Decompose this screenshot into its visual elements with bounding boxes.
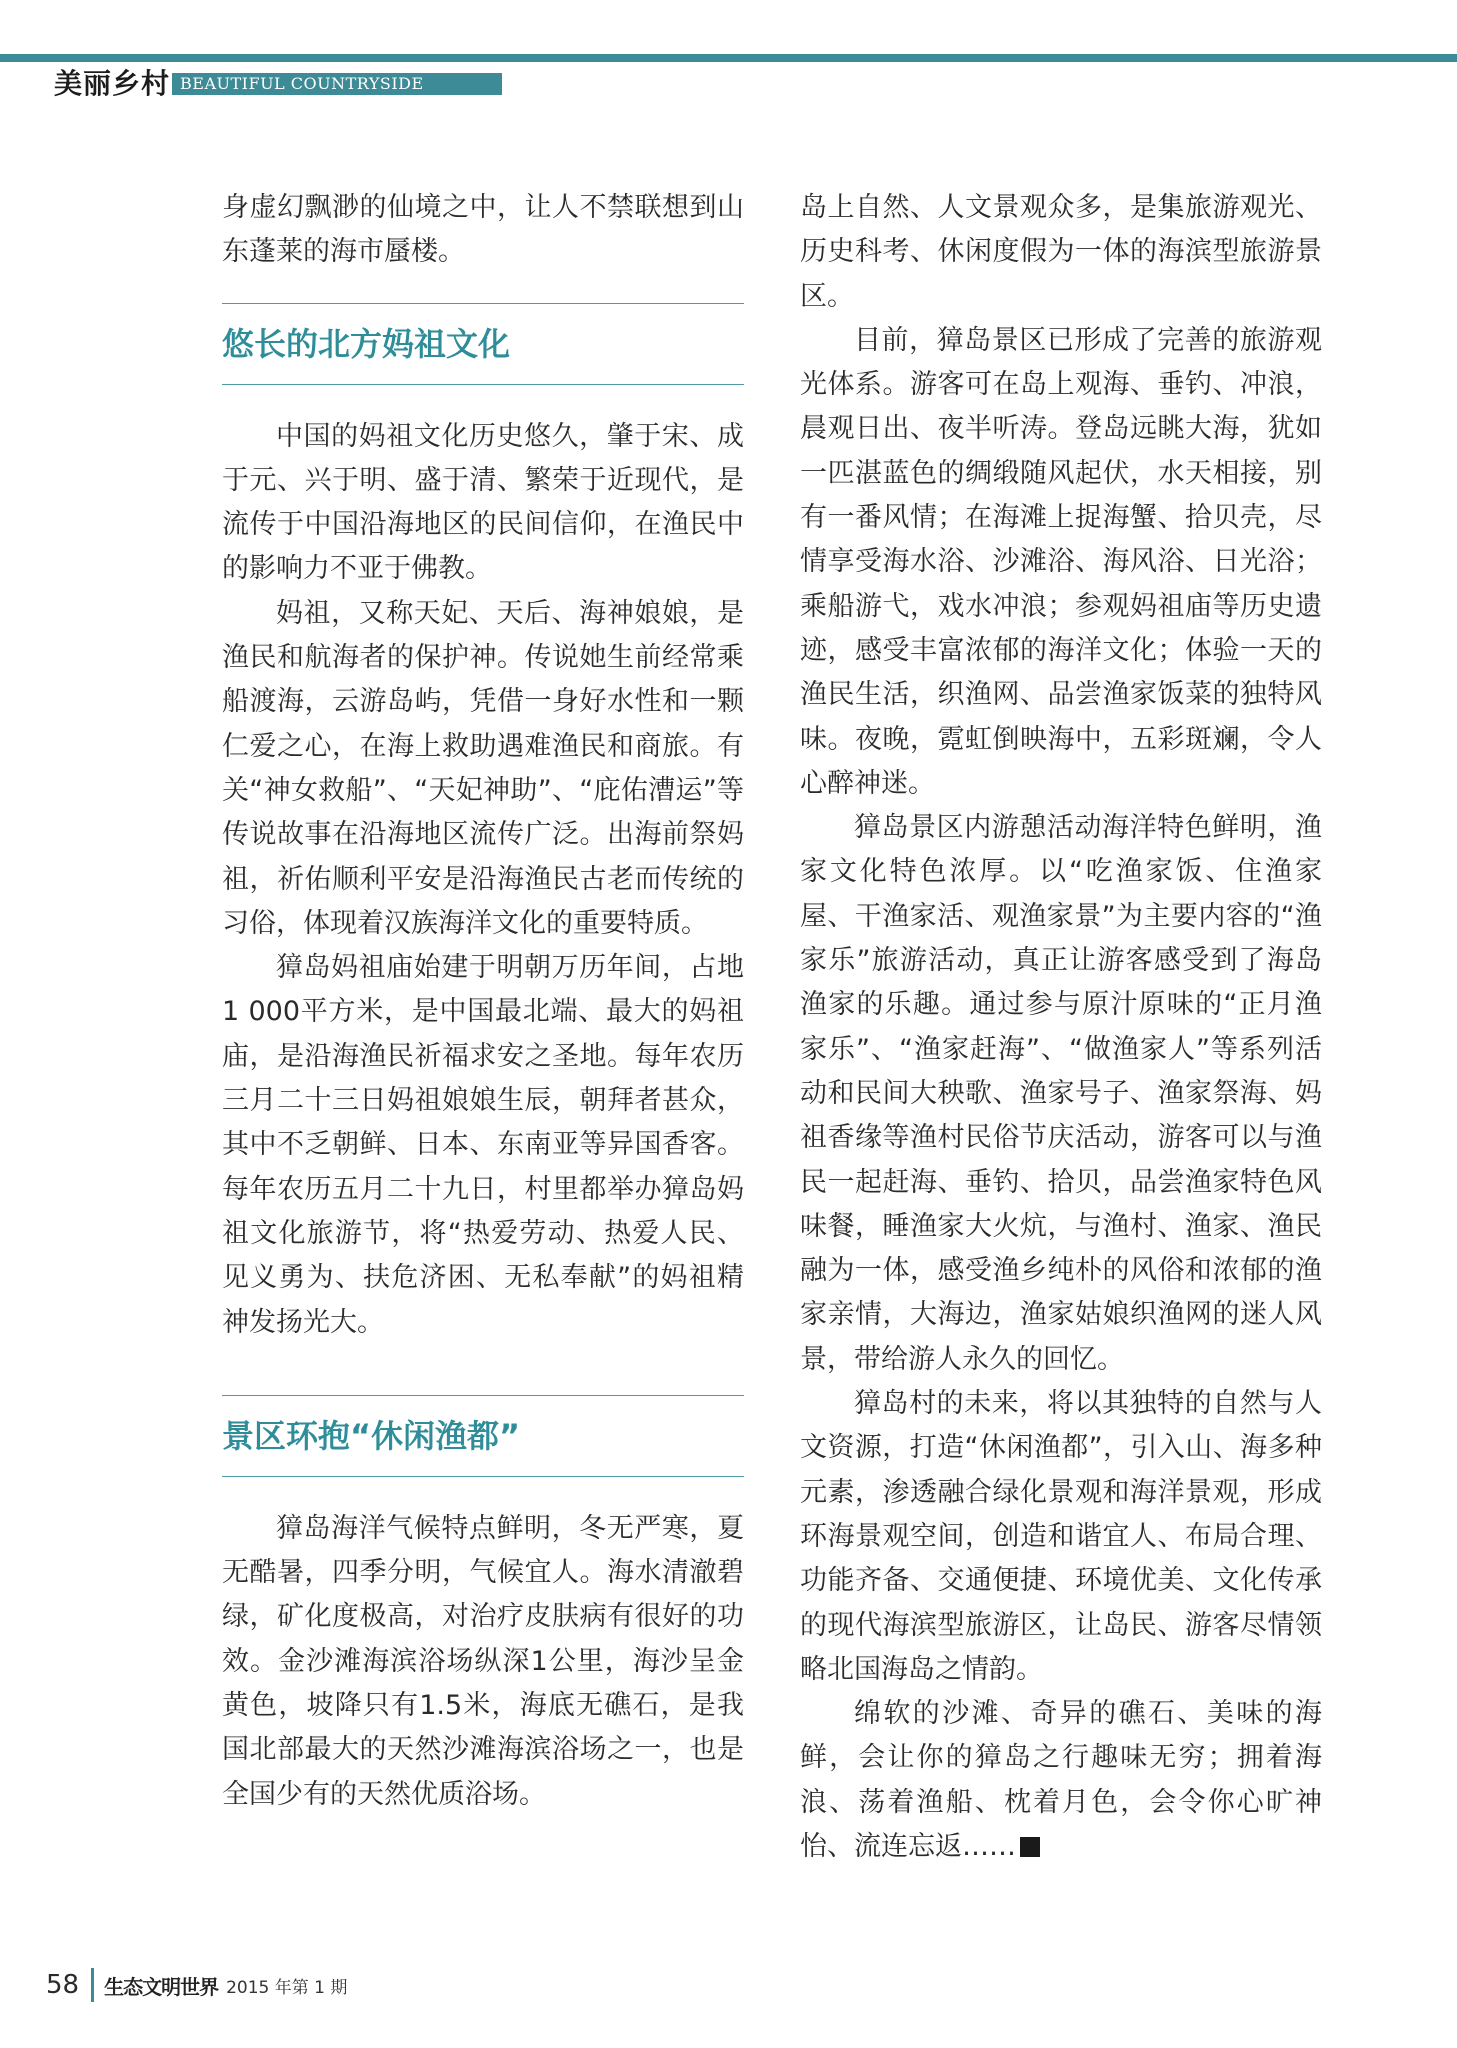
body-paragraph: 獐岛景区内游憩活动海洋特色鲜明，渔家文化特色浓厚。以“吃渔家饭、住渔家屋、干渔家活、观渔家景”为主要内容的“渔家乐”旅游活动，真正让游客感受到了海岛渔家的乐趣。通过参与原汁原味的“正月渔家乐”、“渔家赶海”、“做渔家人”等系列活动和民间大秧歌、渔家号子、渔家祭海、妈祖香缘等渔村民俗节庆活动，游客可以与渔民一起赶海、垂钓、拾贝，品尝渔家特色风味餐，睡渔家大火炕，与渔村、渔家、渔民融为一体，感受渔乡纯朴的风俗和浓郁的渔家亲情，大海边，渔家姑娘织渔网的迷人风景，带给游人永久的回忆。 (800, 812, 1322, 1375)
page-footer (46, 1965, 347, 2005)
body-paragraph: 妈祖，又称天妃、天后、海神娘娘，是渔民和航海者的保护神。传说她生前经常乘船渡海，云游岛屿，凭借一身好水性和一颗仁爱之心，在海上救助遇难渔民和商旅。有关“神女救船”、“天妃神助”、“庇佑漕运”等传说故事在沿海地区流传广泛。出海前祭妈祖，祈佑顺利平安是沿海渔民古老而传统的习俗，体现着汉族海洋文化的重要特质。 (222, 597, 744, 939)
intro-paragraph: 身虚幻飘渺的仙境之中，让人不禁联想到山东蓬莱的海市蜃楼。 (222, 192, 744, 268)
issue-label: 2015 年第 1 期 (226, 1977, 348, 1998)
header-rule (0, 54, 1457, 62)
closing-text: 绵软的沙滩、奇异的礁石、美味的海鲜，会让你的獐岛之行趣味无穷；拥着海浪、荡着渔船、枕着月色，会令你心旷神怡、流连忘返…… (800, 1698, 1322, 1862)
page-number: 58 (46, 1970, 80, 2000)
footer-divider (91, 1968, 94, 2002)
closing-paragraph (800, 1692, 1322, 1869)
body-paragraph: 獐岛妈祖庙始建于明朝万历年间，占地1 000平方米，是中国最北端、最大的妈祖庙，是沿海渔民祈福求安之圣地。每年农历三月二十三日妈祖娘娘生辰，朝拜者甚众，其中不乏朝鲜、日本、东南亚等异国香客。每年农历五月二十九日，村里都举办獐岛妈祖文化旅游节，将“热爱劳动、热爱人民、见义勇为、扶危济困、无私奉献”的妈祖精神发扬光大。 (222, 952, 744, 1338)
body-paragraph: 獐岛海洋气候特点鲜明，冬无严寒，夏无酷暑，四季分明，气候宜人。海水清澈碧绿，矿化度极高，对治疗皮肤病有很好的功效。金沙滩海滨浴场纵深1公里，海沙呈金黄色，坡降只有1.5米，海底无礁石，是我国北部最大的天然沙滩海滨浴场之一，也是全国少有的天然优质浴场。 (222, 1512, 744, 1810)
continuation-paragraph: 岛上自然、人文景观众多，是集旅游观光、历史科考、休闲度假为一体的海滨型旅游景区。 (800, 192, 1322, 312)
heading-leisure-fishing: 景区环抱“休闲渔都” (222, 1395, 744, 1477)
end-mark-icon (1020, 1837, 1040, 1857)
right-column (800, 186, 1322, 1869)
section-title-en: BEAUTIFUL COUNTRYSIDE (172, 73, 502, 95)
body-paragraph: 目前，獐岛景区已形成了完善的旅游观光体系。游客可在岛上观海、垂钓、冲浪，晨观日出、夜半听涛。登岛远眺大海，犹如一匹湛蓝色的绸缎随风起伏，水天相接，别有一番风情；在海滩上捉海蟹、拾贝壳，尽情享受海水浴、沙滩浴、海风浴、日光浴；乘船游弋，戏水冲浪；参观妈祖庙等历史遗迹，感受丰富浓郁的海洋文化；体验一天的渔民生活，织渔网、品尝渔家饭菜的独特风味。夜晚，霓虹倒映海中，五彩斑斓，令人心醉神迷。 (800, 324, 1322, 799)
body-paragraph: 獐岛村的未来，将以其独特的自然与人文资源，打造“休闲渔都”，引入山、海多种元素，渗透融合绿化景观和海洋景观，形成环海景观空间，创造和谐宜人、布局合理、功能齐备、交通便捷、环境优美、文化传承的现代海滨型旅游区，让岛民、游客尽情领略北国海岛之情韵。 (800, 1388, 1322, 1685)
left-column (222, 186, 744, 1817)
section-title: 美丽乡村 (54, 67, 171, 100)
heading-mazu-culture: 悠长的北方妈祖文化 (222, 303, 744, 385)
magazine-name: 生态文明世界 (104, 1974, 219, 1999)
body-paragraph: 中国的妈祖文化历史悠久，肇于宋、成于元、兴于明、盛于清、繁荣于近现代，是流传于中国沿海地区的民间信仰，在渔民中的影响力不亚于佛教。 (222, 420, 744, 585)
